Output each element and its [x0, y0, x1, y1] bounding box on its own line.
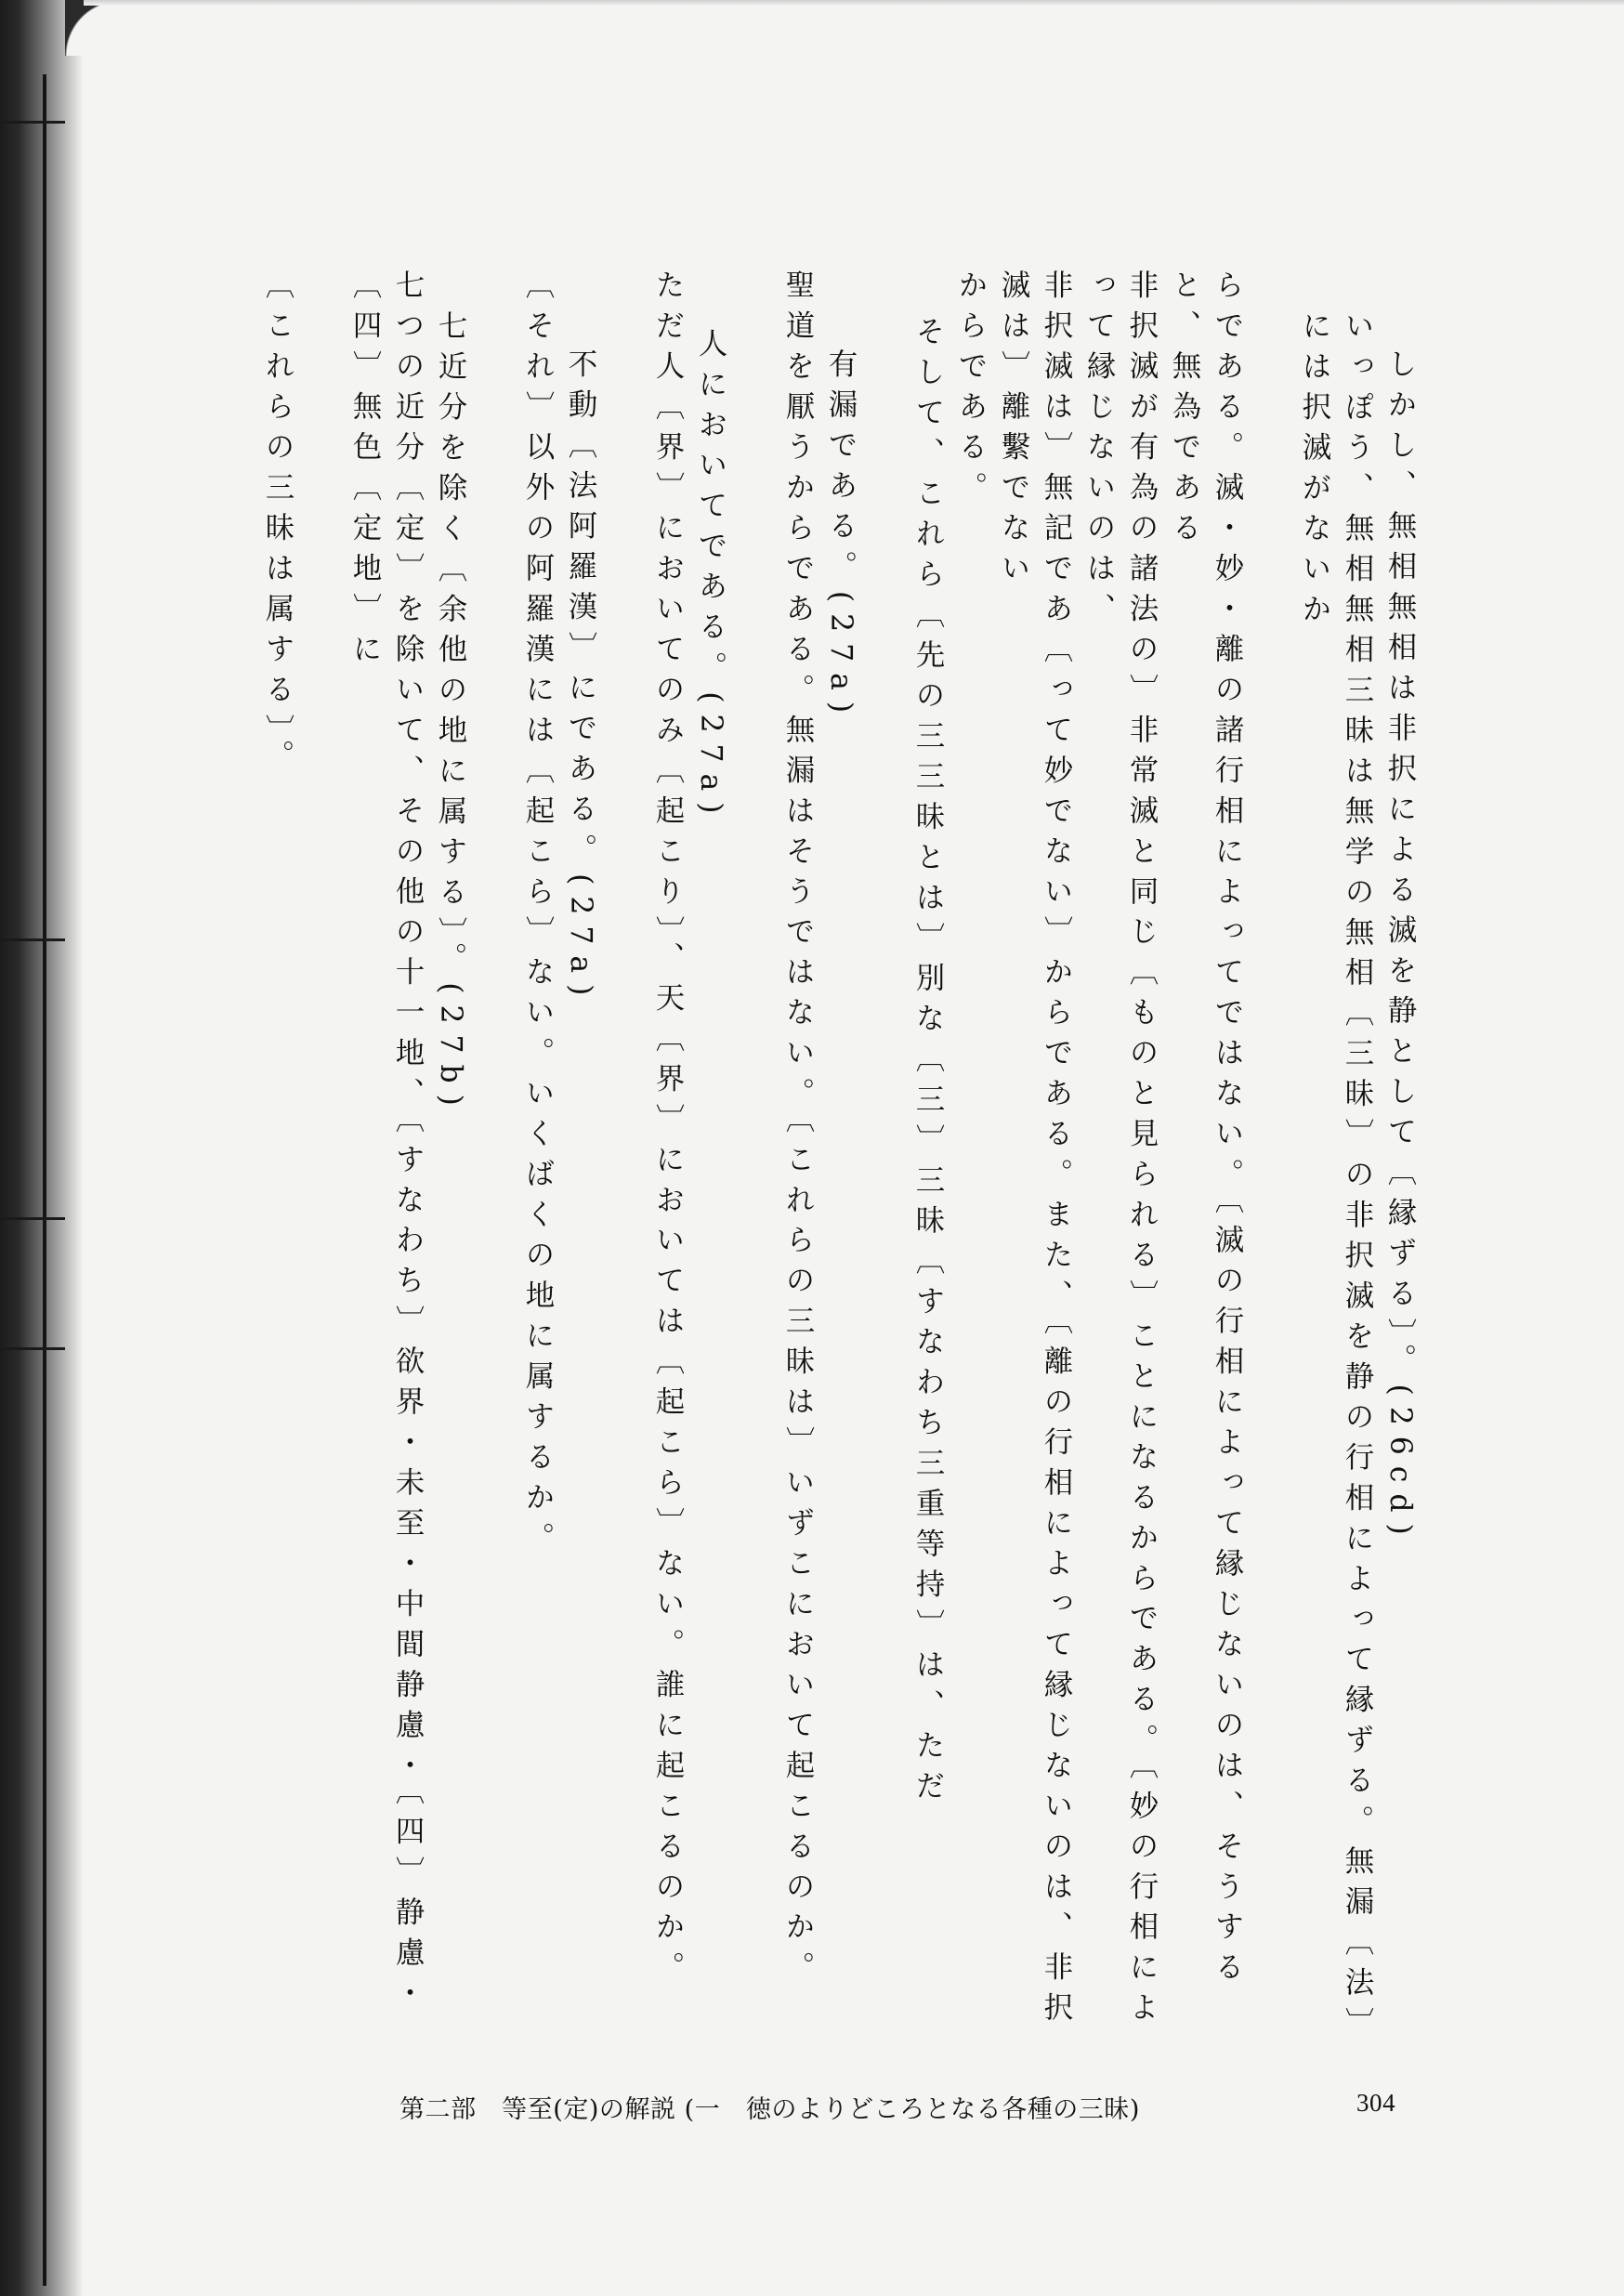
vertical-body-text: [261, 269, 1421, 2035]
body-line: 〔それ〕以外の阿羅漢には〔起こら〕ない。いくばくの地に属するか。: [521, 269, 555, 1563]
edge-mark: [0, 121, 65, 124]
edge-mark: [0, 1347, 65, 1350]
binding-edge: [43, 74, 46, 2286]
verse-line: 七近分を除く〔余他の地に属する〕。(27b): [434, 310, 467, 1118]
page-number: 304: [1356, 2089, 1396, 2117]
edge-mark: [0, 1217, 65, 1220]
verse-line: 人においてである。(27a): [694, 328, 727, 825]
verse-line: 不動〔法阿羅漢〕にである。(27a): [564, 348, 597, 1007]
body-line: そして、これら〔先の三三昧とは〕別な〔三〕三昧〔すなわち三重等持〕は、ただ: [911, 316, 945, 1811]
edge-mark: [0, 938, 65, 941]
body-line: ただ人〔界〕においてのみ〔起こり〕、天〔界〕においては〔起こら〕ない。誰に起こるのか。: [651, 269, 685, 1992]
body-line: 聖道を厭うからである。無漏はそうではない。〔これらの三昧は〕いずこにおいて起こるのか。: [781, 269, 815, 1992]
running-title: 第二部 等至(定)の解説 (一 徳のよりどころとなる各種の三昧): [399, 2095, 1140, 2124]
body-line: からである。: [954, 269, 988, 512]
body-line: いっぽう、無相無相三昧は無学の無相〔三昧〕の非択滅を静の行相によって縁ずる。無漏〔法〕には択滅がないか: [1298, 310, 1374, 2033]
body-line: らである。滅・妙・離の諸行相によってではない。〔滅の行相によって縁じないのは、そうすると、無為である: [1168, 269, 1244, 1992]
scan-shadow-left: [0, 0, 84, 2296]
body-line: 七つの近分〔定〕を除いて、その他の十一地、〔すなわち〕欲界・未至・中間静慮・〔四〕静慮・〔四〕無色〔定地〕に: [348, 269, 425, 2018]
body-line: 非択滅が有為の諸法の〕非常滅と同じ〔ものと見られる〕ことになるからである。〔妙の行相によって縁じないのは、: [1082, 269, 1159, 2032]
verse-line: 有漏である。(27a): [824, 348, 858, 725]
page-corner: [65, 0, 121, 56]
body-line: 非択滅は〕無記であ〔って妙でない〕からである。また、〔離の行相によって縁じないのは、非択滅は〕離繫でない: [997, 269, 1073, 2032]
verse-line: しかし、無相無相は非択による滅を静として〔縁ずる〕。(26cd): [1383, 348, 1417, 1546]
top-edge-shadow: [84, 0, 1624, 6]
page-footer: [399, 2089, 1421, 2125]
body-line: 〔これらの三昧は属する〕。: [261, 269, 295, 781]
